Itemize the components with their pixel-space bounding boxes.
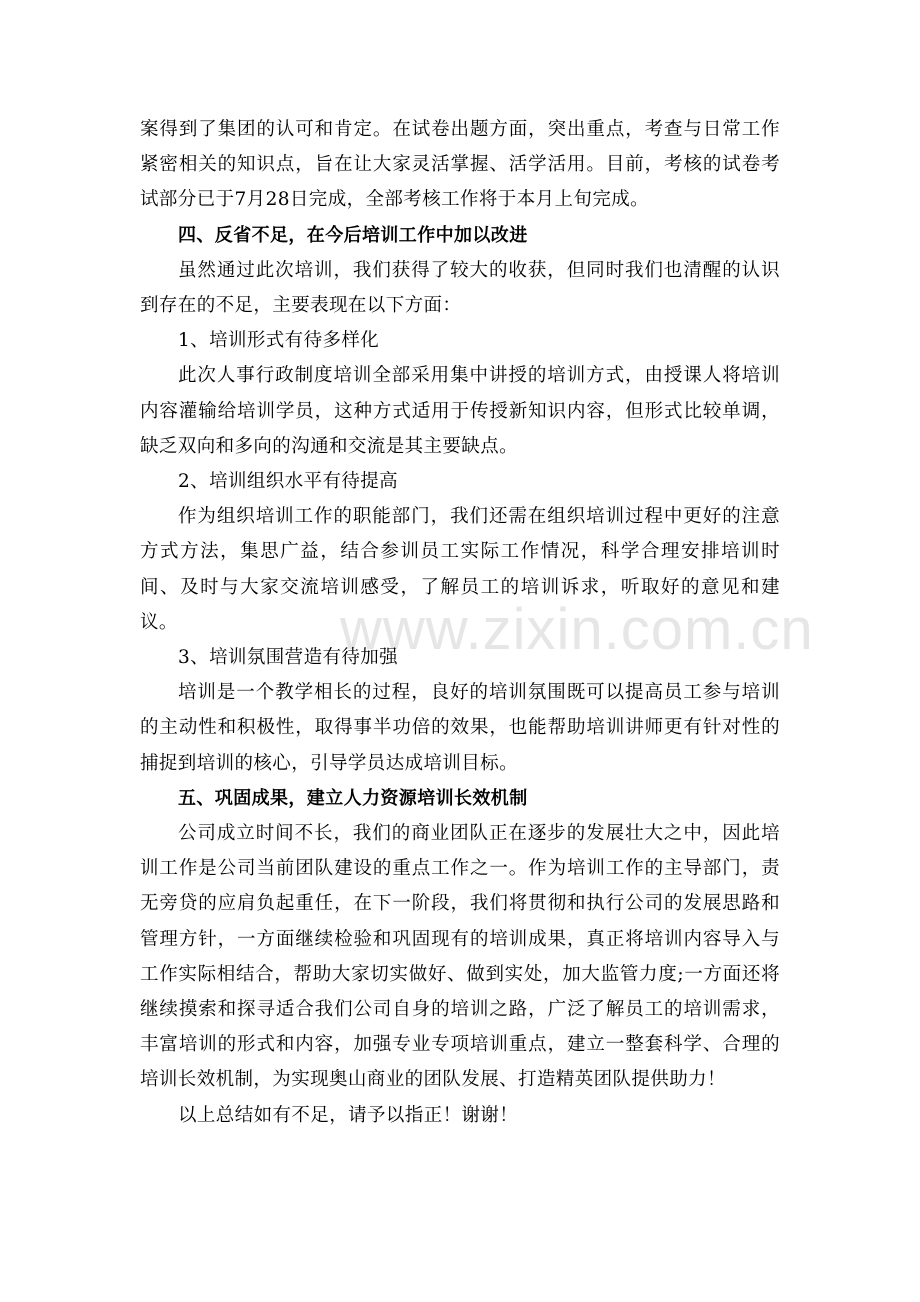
section-heading-5: 五、巩固成果，建立人力资源培训长效机制 bbox=[178, 787, 528, 809]
paragraph: 培训是一个教学相长的过程，良好的培训氛围既可以提高员工参与培训的主动性和积极性，取得事半功倍的效果，也能帮助培训讲师更有针对性的捕捉到培训的核心，引导学员达成培训目标。 bbox=[140, 682, 780, 774]
subheading-1: 1、培训形式有待多样化 bbox=[178, 330, 380, 352]
subheading-2: 2、培训组织水平有待提高 bbox=[178, 471, 399, 493]
paragraph: 作为组织培训工作的职能部门，我们还需在组织培训过程中更好的注意方式方法，集思广益，结合参训员工实际工作情况，科学合理安排培训时间、及时与大家交流培训感受，了解员工的培训诉求，听取好的意见和建议。 bbox=[140, 506, 780, 633]
paragraph: 公司成立时间不长，我们的商业团队正在逐步的发展壮大之中，因此培训工作是公司当前团队建设的重点工作之一。作为培训工作的主导部门，责无旁贷的应肩负起重任，在下一阶段，我们将贯彻和执行公司的发展思路和管理方针，一方面继续检验和巩固现有的培训成果，真正将培训内容导入与工作实际相结合，帮助大家切实做好、做到实处，加大监管力度;一方面还将继续摸索和探寻适合我们公司自身的培训之路，广泛了解员工的培训需求，丰富培训的形式和内容，加强专业专项培训重点，建立一整套科学、合理的培训长效机制，为实现奥山商业的团队发展、打造精英团队提供助力！ bbox=[140, 823, 780, 1091]
closing-paragraph: 以上总结如有不足，请予以指正！谢谢！ bbox=[178, 1104, 519, 1126]
subheading-3: 3、培训氛围营造有待加强 bbox=[178, 647, 399, 669]
watermark: www.zixin.com.cn bbox=[340, 597, 814, 662]
section-heading-4: 四、反省不足，在今后培训工作中加以改进 bbox=[178, 224, 528, 246]
paragraph: 虽然通过此次培训，我们获得了较大的收获，但同时我们也清醒的认识到存在的不足，主要表现在以下方面： bbox=[140, 259, 780, 317]
paragraph-continuation: 案得到了集团的认可和肯定。在试卷出题方面，突出重点，考查与日常工作紧密相关的知识点，旨在让大家灵活掌握、活学活用。目前，考核的试卷考试部分已于7月28日完成，全部考核工作将于本月上旬完成。 bbox=[140, 119, 780, 211]
paragraph: 此次人事行政制度培训全部采用集中讲授的培训方式，由授课人将培训内容灌输给培训学员，这种方式适用于传授新知识内容，但形式比较单调，缺乏双向和多向的沟通和交流是其主要缺点。 bbox=[140, 365, 780, 457]
document-body bbox=[140, 112, 780, 1133]
